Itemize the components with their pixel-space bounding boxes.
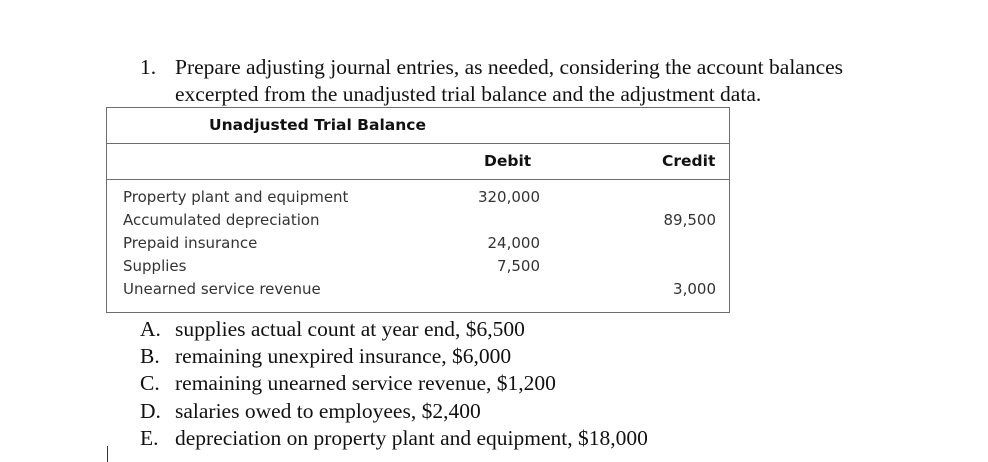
account-name: Prepaid insurance: [123, 234, 258, 252]
table-row: [107, 209, 729, 232]
table-row: [107, 278, 729, 301]
debit-amount: 24,000: [487, 234, 540, 252]
adjustment-letter: D.: [140, 398, 161, 423]
table-divider-header: [107, 179, 729, 180]
debit-column-header: Debit: [484, 152, 532, 170]
adjustment-letter: A.: [140, 317, 161, 341]
adjustment-text: remaining unexpired insurance, $6,000: [175, 344, 512, 369]
list-item: [140, 425, 648, 452]
adjustment-text: salaries owed to employees, $2,400: [175, 398, 481, 423]
account-name: Supplies: [123, 257, 187, 275]
question-prompt: [140, 54, 920, 108]
adjustment-data-list: [140, 316, 648, 452]
table-row: [107, 255, 729, 278]
debit-amount: 7,500: [497, 257, 540, 275]
list-item: [140, 343, 648, 370]
adjustment-text: remaining unearned service revenue, $1,200: [175, 371, 556, 396]
account-name: Property plant and equipment: [123, 188, 349, 206]
adjustment-text: supplies actual count at year end, $6,500: [175, 317, 525, 341]
adjustment-letter: B.: [140, 344, 160, 369]
adjustment-letter: E.: [140, 425, 159, 450]
account-name: Accumulated depreciation: [123, 211, 320, 229]
list-item: [140, 316, 648, 343]
adjustment-letter: C.: [140, 371, 160, 396]
table-row: [107, 186, 729, 209]
table-body: [107, 186, 729, 301]
question-number: 1.: [140, 55, 157, 79]
list-item: [140, 398, 648, 425]
debit-amount: 320,000: [477, 188, 540, 206]
account-name: Unearned service revenue: [123, 280, 321, 298]
unadjusted-trial-balance-table: [106, 107, 730, 313]
credit-column-header: Credit: [662, 152, 716, 170]
table-divider-top: [107, 143, 729, 144]
list-item: [140, 370, 648, 397]
table-title: Unadjusted Trial Balance: [209, 116, 426, 134]
question-text-line-2: excerpted from the unadjusted trial balance and the adjustment data.: [175, 82, 762, 106]
question-text-line-1: Prepare adjusting journal entries, as needed, considering the account balances: [175, 55, 844, 79]
adjustment-text: depreciation on property plant and equipment, $18,000: [175, 425, 648, 450]
table-row: [107, 232, 729, 255]
credit-amount: 3,000: [673, 280, 716, 298]
text-cursor: [107, 446, 108, 462]
credit-amount: 89,500: [663, 211, 716, 229]
